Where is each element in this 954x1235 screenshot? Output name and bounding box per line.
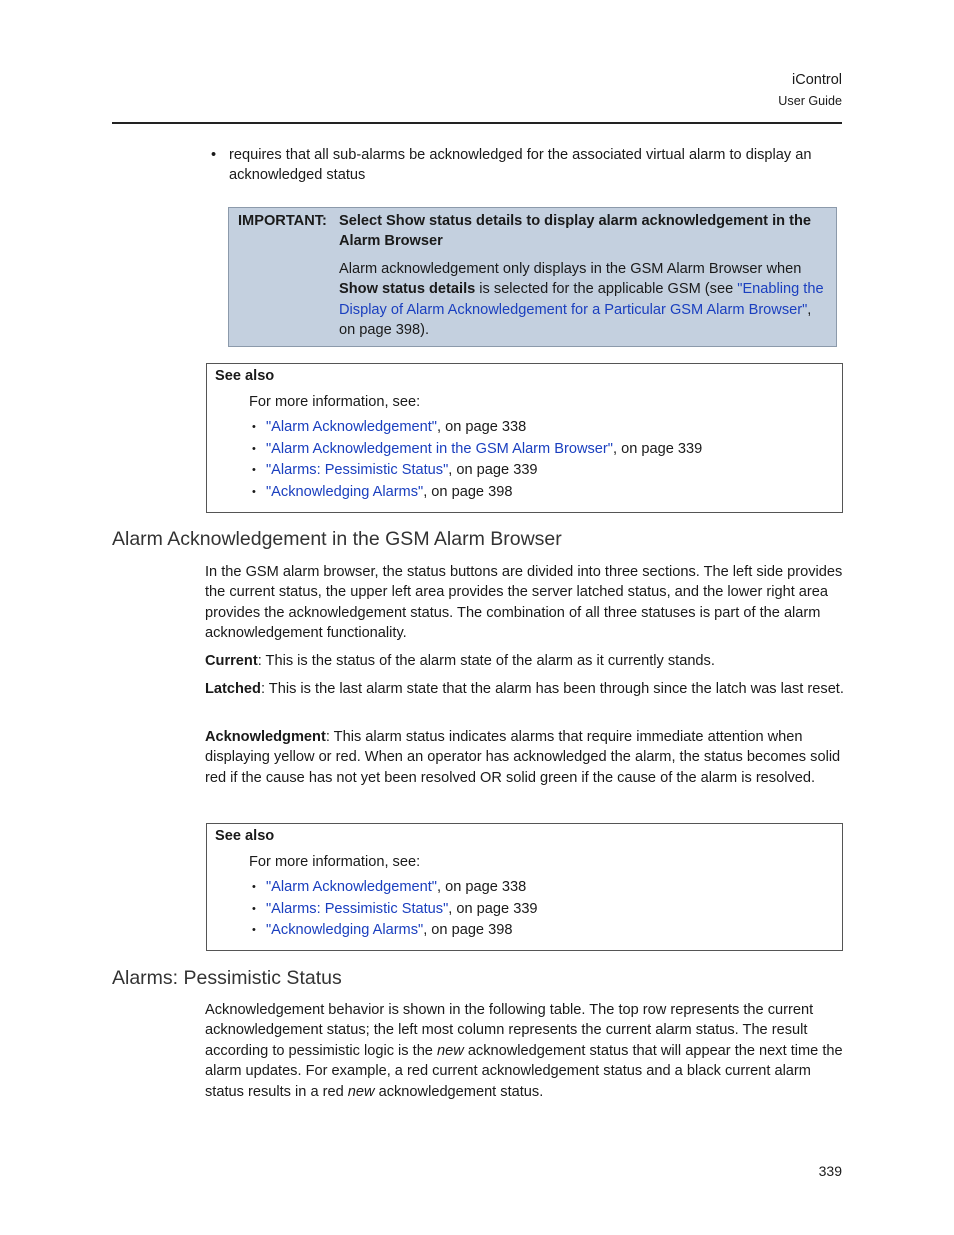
header-subtitle: User Guide [778, 94, 842, 108]
bullet-dot: • [252, 486, 256, 499]
acknowledgment-definition [205, 727, 845, 788]
see-also-item [252, 417, 702, 439]
bullet-dot: • [252, 442, 256, 455]
see-also-intro: For more information, see: [249, 854, 421, 870]
section-heading-pessimistic-status: Alarms: Pessimistic Status [112, 967, 342, 989]
see-also-item [252, 920, 538, 942]
see-also-title: See also [215, 368, 275, 384]
see-also-page: , on page 398 [423, 484, 513, 501]
acknowledgment-text: : This alarm status indicates alarms that require immediate attention when displaying yellow or red. When an operator has acknowledged the alarm, the status becomes solid red if the cause has not yet been resolved OR solid green if the cause of the alarm is resolved. [205, 729, 841, 786]
see-also-intro: For more information, see: [249, 394, 421, 410]
see-also-page: , on page 339 [612, 440, 703, 457]
bullet-dot: • [252, 902, 256, 915]
see-also-link[interactable]: "Acknowledging Alarms" [266, 484, 424, 501]
current-text: : This is the status of the alarm state of the alarm as it currently stands. [257, 653, 715, 669]
important-callout [228, 207, 837, 347]
latched-definition [205, 679, 845, 699]
bullet-dot: • [252, 464, 256, 477]
see-also-list-2 [252, 877, 538, 942]
see-also-page: , on page 339 [448, 900, 538, 917]
bullet-dot: • [252, 881, 256, 893]
latched-text: : This is the last alarm state that the alarm has been through since the latch was last reset. [260, 681, 844, 697]
see-also-link[interactable]: "Alarm Acknowledgement" [266, 879, 437, 895]
header-title: iControl [792, 72, 842, 88]
see-also-link[interactable]: "Alarm Acknowledgement" [266, 419, 437, 435]
important-body-mid: is selected for the applicable GSM (see [475, 281, 738, 298]
important-body-post: , on page 398). [339, 301, 812, 339]
see-also-link[interactable]: "Alarm Acknowledgement in the GSM Alarm Browser" [266, 440, 613, 457]
important-title: Select Show status details to display alarm acknowledgement in the Alarm Browser [339, 213, 811, 250]
bullet-dot: • [252, 924, 256, 937]
page-number: 339 [818, 1163, 842, 1179]
current-definition [205, 651, 845, 671]
see-also-item [252, 460, 702, 482]
new-emphasis: new [436, 1042, 464, 1059]
pessimistic-text-c: acknowledgement status. [374, 1083, 544, 1100]
pessimistic-text-a: Acknowledgement behavior is shown in the following table. The top row represents the current acknowledgement status; the left most column represents the current alarm status. The result according to pessimistic logic is the [205, 1002, 814, 1059]
see-also-page: , on page 338 [436, 879, 527, 895]
new-emphasis: new [347, 1083, 375, 1100]
important-label: IMPORTANT: [238, 213, 327, 229]
see-also-title: See also [215, 828, 275, 844]
see-also-item [252, 899, 538, 921]
important-body-pre: Alarm acknowledgement only displays in the GSM Alarm Browser when [339, 261, 802, 277]
section-1-intro: In the GSM alarm browser, the status buttons are divided into three sections. The left side provides the current status, the upper left area provides the server latched status, and the lower right area provides the acknowledgement status. The combination of all three statuses is part of the alarm acknowledgement functionality. [205, 564, 843, 642]
important-body-bold: Show status details [339, 281, 476, 298]
header-rule [112, 122, 842, 124]
bullet-dot: • [252, 421, 256, 433]
current-term: Current [205, 653, 258, 669]
see-also-link[interactable]: "Alarms: Pessimistic Status" [266, 900, 449, 917]
pessimistic-status-paragraph [205, 1000, 845, 1102]
see-also-page: , on page 338 [436, 419, 527, 435]
top-bullet [205, 145, 845, 186]
see-also-item [252, 877, 538, 899]
bullet-dot: • [211, 147, 217, 163]
see-also-page: , on page 398 [423, 922, 513, 939]
section-heading-gsm-browser: Alarm Acknowledgement in the GSM Alarm Browser [112, 528, 562, 550]
see-also-item [252, 482, 702, 504]
see-also-item [252, 439, 702, 461]
see-also-link[interactable]: "Acknowledging Alarms" [266, 922, 424, 939]
latched-term: Latched [205, 681, 261, 697]
important-body [339, 259, 829, 341]
pessimistic-text-b: acknowledgement status that will appear the next time the alarm updates. For example, a red current acknowledgement status and a black current alarm status results in a red [205, 1042, 843, 1100]
important-link[interactable]: "Enabling the Display of Alarm Acknowledgement for a Particular GSM Alarm Browser" [339, 281, 824, 318]
see-also-page: , on page 339 [448, 462, 538, 479]
acknowledgment-term: Acknowledgment [205, 729, 326, 745]
top-bullet-text: requires that all sub-alarms be acknowledged for the associated virtual alarm to display an acknowledged status [229, 147, 812, 184]
see-also-list-1 [252, 417, 702, 504]
see-also-link[interactable]: "Alarms: Pessimistic Status" [266, 462, 449, 479]
